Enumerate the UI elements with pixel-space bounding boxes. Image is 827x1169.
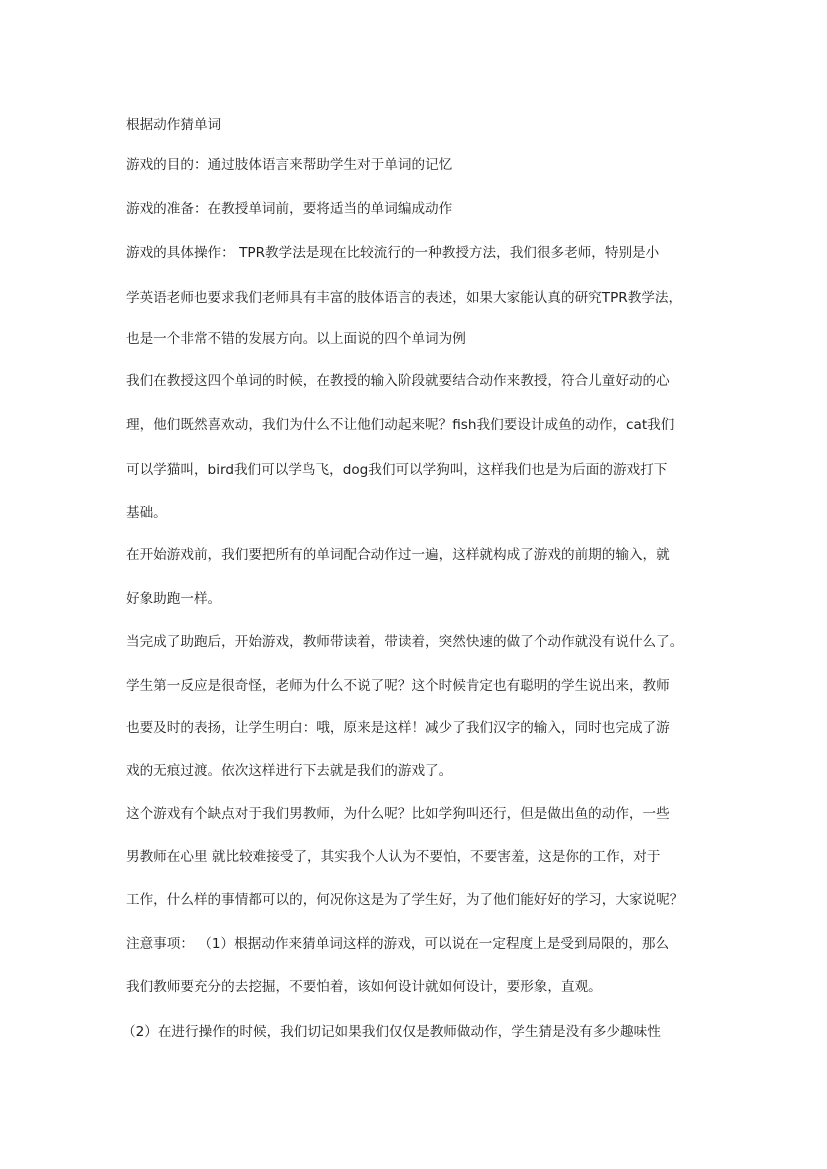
text-line: 当完成了助跑后，开始游戏，教师带读着，带读着，突然快速的做了个动作就没有说什么了。 [126,634,684,650]
text-line: 可以学猫叫，bird我们可以学鸟飞，dog我们可以学狗叫，这样我们也是为后面的游戏打下 [126,462,668,478]
text-line: （2）在进行操作的时候，我们切记如果我们仅仅是教师做动作，学生猜是没有多少趣味性 [122,1024,661,1040]
text-line: 好象助跑一样。 [126,591,222,607]
text-line: 注意事项： （1）根据动作来猜单词这样的游戏，可以说在一定程度上是受到局限的，那么 [126,936,670,952]
text-line: 工作，什么样的事情都可以的，何况你这是为了学生好，为了他们能好好的学习，大家说呢？ [126,892,684,908]
text-line: 学生第一反应是很奇怪，老师为什么不说了呢？这个时候肯定也有聪明的学生说出来，教师 [126,678,670,694]
text-line: 理，他们既然喜欢动，我们为什么不让他们动起来呢？fish我们要设计成鱼的动作，cat我们 [126,417,675,433]
text-line: 我们在教授这四个单词的时候，在教授的输入阶段就要结合动作来教授，符合儿童好动的心 [126,373,670,389]
text-line: 游戏的具体操作： TPR教学法是现在比较流行的一种教授方法，我们很多老师，特别是小 [126,245,660,261]
text-line: 游戏的准备：在教授单词前，要将适当的单词编成动作 [126,201,453,217]
text-line: 也是一个非常不错的发展方向。以上面说的四个单词为例 [126,331,466,347]
text-line: 在开始游戏前，我们要把所有的单词配合动作过一遍，这样就构成了游戏的前期的输入，就 [126,547,670,563]
text-line: 基础。 [126,505,167,521]
text-line: 我们教师要充分的去挖掘，不要怕着，该如何设计就如何设计，要形象，直观。 [126,979,602,995]
document-title: 根据动作猜单词 [126,117,222,133]
text-line: 男教师在心里 就比较难接受了，其实我个人认为不要怕，不要害羞，这是你的工作，对于 [126,849,661,865]
text-line: 学英语老师也要求我们老师具有丰富的肢体语言的表述，如果大家能认真的研究TPR教学法， [126,290,683,306]
text-line: 这个游戏有个缺点对于我们男教师，为什么呢？比如学狗叫还行，但是做出鱼的动作，一些 [126,806,670,822]
text-line: 游戏的目的：通过肢体语言来帮助学生对于单词的记忆 [126,157,453,173]
text-line: 也要及时的表扬，让学生明白：哦，原来是这样！减少了我们汉字的输入，同时也完成了游 [126,720,670,736]
text-line: 戏的无痕过渡。依次这样进行下去就是我们的游戏了。 [126,763,453,779]
